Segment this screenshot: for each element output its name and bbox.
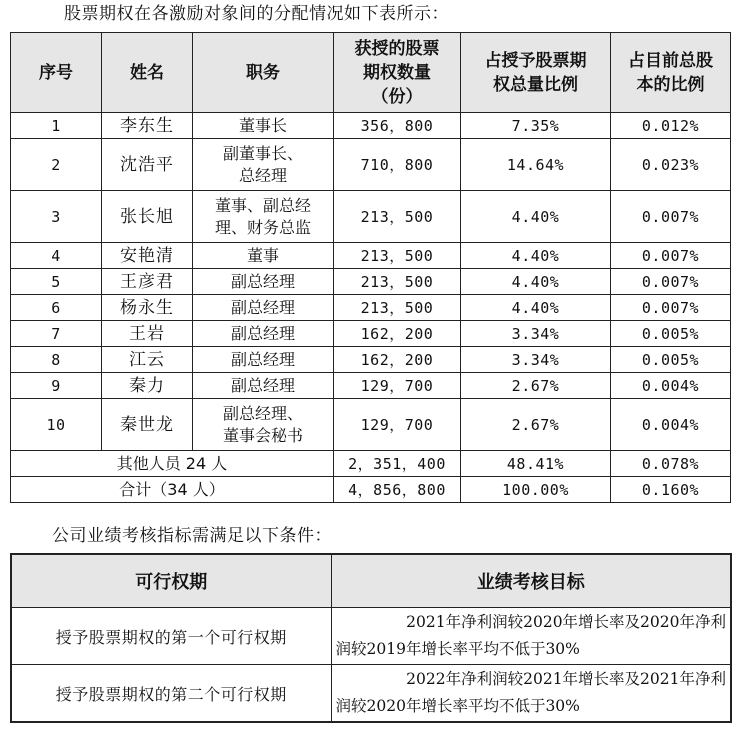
table-row [11,373,731,399]
row-target-line: 2022年净利润较2021年增长率及2021年净利 [406,670,726,688]
row-no: 6 [11,295,102,321]
header-shares-line: （份） [371,86,423,107]
row-shares: 213，500 [334,243,461,269]
row-name: 王岩 [102,321,193,347]
header-pct-grant-line: 权总量比例 [493,74,578,95]
row-name: 张长旭 [102,191,193,243]
row-name: 沈浩平 [102,139,193,191]
allocation-table [10,32,731,503]
row-title [193,373,334,399]
header-pct-total [611,33,731,113]
total-label: 合计（34 人） [11,477,334,503]
table-row [11,113,731,139]
table-row [11,665,731,723]
row-target [331,608,731,665]
row-pct-total: 0.007% [611,269,731,295]
others-label: 其他人员 24 人 [11,451,334,477]
row-title [193,139,334,191]
table-row [11,347,731,373]
row-shares: 129，700 [334,399,461,451]
row-name: 李东生 [102,113,193,139]
row-title-line: 理、财务总监 [214,217,311,237]
table-row [11,191,731,243]
others-pct-grant: 48.41% [461,451,611,477]
row-no: 4 [11,243,102,269]
table-row [11,269,731,295]
row-pct-total: 0.005% [611,321,731,347]
intro-text: 股票期权在各激励对象间的分配情况如下表所示： [64,4,449,24]
row-title-line: 副总经理 [230,349,295,369]
row-period: 授予股票期权的第一个可行权期 [11,608,331,665]
total-row [11,477,731,503]
row-title-line: 副总经理、 [222,403,303,423]
row-shares: 162，200 [334,347,461,373]
row-title [193,347,334,373]
row-pct-grant: 3.34% [461,321,611,347]
row-name: 杨永生 [102,295,193,321]
row-title [193,399,334,451]
header-title: 职务 [193,33,334,113]
row-name: 安艳清 [102,243,193,269]
row-no: 9 [11,373,102,399]
row-shares: 162，200 [334,321,461,347]
row-no: 10 [11,399,102,451]
row-title [193,243,334,269]
row-title-line: 董事 [246,245,279,265]
header-shares [334,33,461,113]
header-pct-total-line: 占目前总股 [628,50,713,71]
others-row [11,451,731,477]
header-period: 可行权期 [11,554,331,608]
table-row [11,139,731,191]
row-target-line: 润较2019年增长率平均不低于30% [335,640,580,658]
header-no: 序号 [11,33,102,113]
row-title-line: 董事、副总经 [214,195,311,215]
row-name: 王彦君 [102,269,193,295]
row-pct-grant: 3.34% [461,347,611,373]
row-shares: 213，500 [334,295,461,321]
total-shares: 4，856，800 [334,477,461,503]
row-pct-total: 0.007% [611,243,731,269]
row-pct-total: 0.023% [611,139,731,191]
row-shares: 710，800 [334,139,461,191]
row-target [331,665,731,723]
row-title [193,191,334,243]
header-pct-grant [461,33,611,113]
header-name: 姓名 [102,33,193,113]
row-pct-total: 0.007% [611,295,731,321]
row-pct-total: 0.005% [611,347,731,373]
row-title-line: 副董事长、 [222,143,303,163]
table-row [11,321,731,347]
table-row [11,243,731,269]
row-pct-total: 0.004% [611,399,731,451]
row-title-line: 副总经理 [230,323,295,343]
row-pct-grant: 2.67% [461,373,611,399]
row-no: 3 [11,191,102,243]
row-shares: 356，800 [334,113,461,139]
conditions-intro: 公司业绩考核指标需满足以下条件： [52,526,332,546]
allocation-header-row [11,33,731,113]
others-shares: 2，351，400 [334,451,461,477]
table-row [11,608,731,665]
row-pct-grant: 7.35% [461,113,611,139]
table-row [11,295,731,321]
performance-header-row [11,554,731,608]
row-title [193,321,334,347]
row-shares: 129，700 [334,373,461,399]
header-pct-grant-line: 占授予股票期 [484,50,587,71]
row-pct-grant: 4.40% [461,269,611,295]
header-target: 业绩考核目标 [331,554,731,608]
row-pct-grant: 4.40% [461,243,611,269]
row-pct-total: 0.004% [611,373,731,399]
row-name: 江云 [102,347,193,373]
row-period: 授予股票期权的第二个可行权期 [11,665,331,723]
row-pct-grant: 2.67% [461,399,611,451]
performance-table [10,553,732,723]
total-pct-total: 0.160% [611,477,731,503]
row-name: 秦世龙 [102,399,193,451]
header-pct-total-line: 本的比例 [636,74,705,95]
row-pct-grant: 4.40% [461,191,611,243]
row-no: 8 [11,347,102,373]
row-pct-total: 0.007% [611,191,731,243]
header-shares-line: 获授的股票 [354,38,440,59]
others-pct-total: 0.078% [611,451,731,477]
row-name: 秦力 [102,373,193,399]
row-no: 7 [11,321,102,347]
row-title-line: 总经理 [238,165,287,185]
row-title [193,295,334,321]
row-title-line: 副总经理 [230,271,295,291]
row-title-line: 副总经理 [230,375,295,395]
row-title-line: 董事长 [238,115,287,135]
row-pct-grant: 4.40% [461,295,611,321]
row-pct-total: 0.012% [611,113,731,139]
row-title-line: 副总经理 [230,297,295,317]
row-title [193,269,334,295]
row-target-line: 2021年净利润较2020年增长率及2020年净利 [406,613,726,631]
row-shares: 213，500 [334,269,461,295]
row-no: 1 [11,113,102,139]
total-pct-grant: 100.00% [461,477,611,503]
header-shares-line: 期权数量 [363,62,431,83]
row-title-line: 董事会秘书 [222,425,303,445]
row-target-line: 润较2020年增长率平均不低于30% [335,697,580,715]
row-pct-grant: 14.64% [461,139,611,191]
row-no: 2 [11,139,102,191]
table-row [11,399,731,451]
row-no: 5 [11,269,102,295]
row-title [193,113,334,139]
row-shares: 213，500 [334,191,461,243]
